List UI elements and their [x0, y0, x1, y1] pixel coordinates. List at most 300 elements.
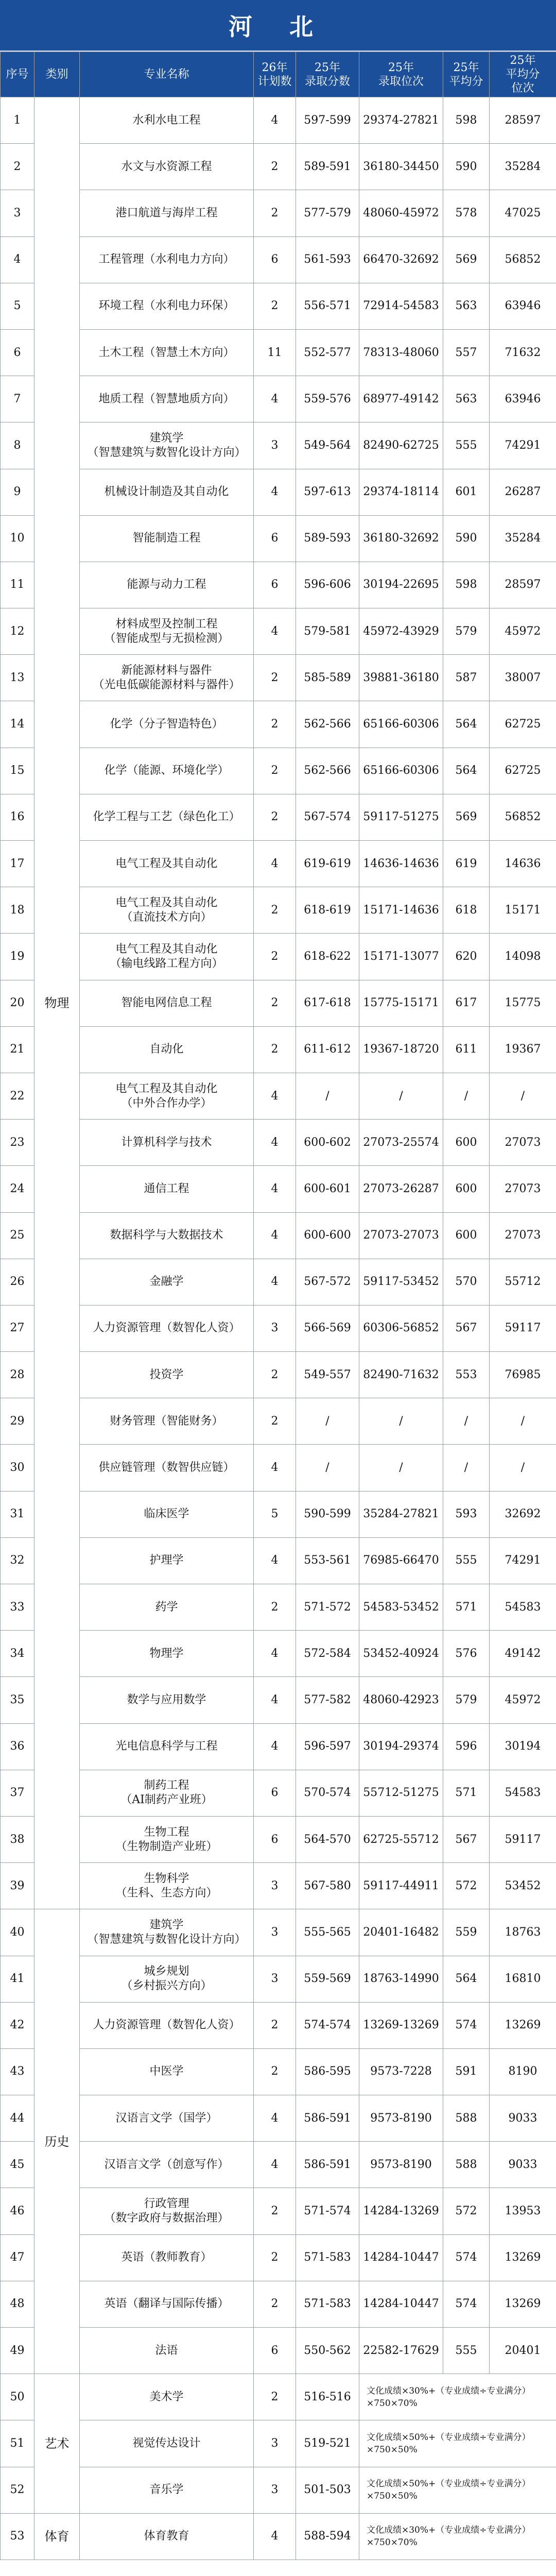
cell-avg-rank: 9033: [490, 2142, 556, 2188]
cell-avg-rank: 71632: [490, 329, 556, 376]
cell-major: 财务管理（智能财务）: [80, 1398, 254, 1445]
cell-major: 电气工程及其自动化 （输电线路工程方向）: [80, 934, 254, 980]
cell-score: 586-591: [296, 2142, 359, 2188]
cell-avg-rank: 15171: [490, 887, 556, 934]
cell-avg: 578: [443, 190, 490, 236]
cell-avg: 574: [443, 2281, 490, 2327]
table-row: [1, 2467, 556, 2513]
cell-no: 30: [1, 1445, 34, 1491]
table-row: [1, 1120, 556, 1166]
cell-major: 视觉传达设计: [80, 2420, 254, 2467]
cell-rank: 36180-34450: [359, 144, 443, 190]
cell-avg: 587: [443, 655, 490, 701]
cell-no: 1: [1, 97, 34, 144]
cell-avg: 564: [443, 1956, 490, 2002]
cell-avg-rank: 27073: [490, 1120, 556, 1166]
cell-major: 数据科学与大数据技术: [80, 1212, 254, 1259]
table-row: [1, 794, 556, 840]
cell-score: 577-579: [296, 190, 359, 236]
table-row: [1, 934, 556, 980]
cell-rank: /: [359, 1398, 443, 1445]
cell-score: 618-619: [296, 887, 359, 934]
cell-plan: 6: [254, 1816, 296, 1862]
cell-avg-rank: 74291: [490, 1537, 556, 1584]
table-row: [1, 748, 556, 794]
table-row: [1, 236, 556, 283]
cell-avg: 563: [443, 283, 490, 329]
table-row: [1, 190, 556, 236]
table-row: [1, 1491, 556, 1537]
cell-major: 中医学: [80, 2048, 254, 2095]
cell-major: 金融学: [80, 1259, 254, 1305]
cell-score: 588-594: [296, 2513, 359, 2560]
cell-avg-rank: /: [490, 1398, 556, 1445]
cell-avg: 569: [443, 794, 490, 840]
cell-score: 585-589: [296, 655, 359, 701]
page-title: 河 北: [0, 0, 556, 52]
cell-no: 18: [1, 887, 34, 934]
cell-plan: 2: [254, 934, 296, 980]
cell-score: 590-599: [296, 1491, 359, 1537]
cell-no: 15: [1, 748, 34, 794]
cell-major: 英语（翻译与国际传播）: [80, 2281, 254, 2327]
table-row: [1, 329, 556, 376]
cell-major: 环境工程（水利电力环保）: [80, 283, 254, 329]
cell-avg-rank: 18763: [490, 1909, 556, 1956]
cell-avg: 618: [443, 887, 490, 934]
cell-avg: 571: [443, 1584, 490, 1631]
cell-avg: 588: [443, 2142, 490, 2188]
cell-rank: 20401-16482: [359, 1909, 443, 1956]
cell-rank: 66470-32692: [359, 236, 443, 283]
cell-plan: 2: [254, 1026, 296, 1073]
cell-plan: 2: [254, 1398, 296, 1445]
cell-plan: 2: [254, 2002, 296, 2048]
cell-no: 6: [1, 329, 34, 376]
cell-rank: 18763-14990: [359, 1956, 443, 2002]
cell-score: 571-572: [296, 1584, 359, 1631]
cell-score: 577-582: [296, 1677, 359, 1723]
cell-note: 文化成绩×50%+（专业成绩÷专业满分）×750×50%: [359, 2467, 556, 2513]
cell-rank: 19367-18720: [359, 1026, 443, 1073]
cell-score: 562-566: [296, 701, 359, 748]
cell-major: 体育教育: [80, 2513, 254, 2560]
cell-no: 9: [1, 469, 34, 515]
table-row: [1, 2095, 556, 2142]
cell-major: 工程管理（水利电力方向）: [80, 236, 254, 283]
cell-rank: 27073-25574: [359, 1120, 443, 1166]
cell-score: 567-574: [296, 794, 359, 840]
cell-rank: 27073-27073: [359, 1212, 443, 1259]
cell-score: 553-561: [296, 1537, 359, 1584]
cell-score: 519-521: [296, 2420, 359, 2467]
cell-rank: /: [359, 1073, 443, 1119]
cell-major: 水利水电工程: [80, 97, 254, 144]
cell-plan: 2: [254, 1352, 296, 1398]
cell-no: 33: [1, 1584, 34, 1631]
cell-avg-rank: 13269: [490, 2234, 556, 2281]
cell-plan: 3: [254, 1305, 296, 1351]
cell-avg-rank: 28597: [490, 97, 556, 144]
cell-plan: 2: [254, 144, 296, 190]
table-row: [1, 1537, 556, 1584]
table-row: [1, 2513, 556, 2560]
cell-plan: 2: [254, 980, 296, 1026]
cell-major: 自动化: [80, 1026, 254, 1073]
cell-no: 50: [1, 2374, 34, 2420]
cell-no: 53: [1, 2513, 34, 2560]
cell-no: 37: [1, 1770, 34, 1816]
cell-rank: 29374-18114: [359, 469, 443, 515]
table-row: [1, 887, 556, 934]
cell-major: 能源与动力工程: [80, 562, 254, 608]
cell-note: 文化成绩×50%+（专业成绩÷专业满分）×750×50%: [359, 2420, 556, 2467]
cell-avg-rank: 16810: [490, 1956, 556, 2002]
cell-rank: 15171-14636: [359, 887, 443, 934]
cell-avg: /: [443, 1398, 490, 1445]
cell-no: 35: [1, 1677, 34, 1723]
cell-major: 机械设计制造及其自动化: [80, 469, 254, 515]
cell-rank: 59117-53452: [359, 1259, 443, 1305]
cell-no: 43: [1, 2048, 34, 2095]
cell-major: 建筑学 （智慧建筑与数智化设计方向）: [80, 422, 254, 469]
cell-avg: 579: [443, 1677, 490, 1723]
cell-rank: 55712-51275: [359, 1770, 443, 1816]
cell-major: 汉语言文学（创意写作）: [80, 2142, 254, 2188]
cell-major: 物理学: [80, 1631, 254, 1677]
cell-avg: 555: [443, 2328, 490, 2374]
cell-no: 16: [1, 794, 34, 840]
cell-major: 电气工程及其自动化: [80, 841, 254, 887]
header-major: 专业名称: [80, 52, 254, 97]
header-plan: 26年 计划数: [254, 52, 296, 97]
cell-major: 地质工程（智慧地质方向）: [80, 376, 254, 422]
cell-avg: 588: [443, 2095, 490, 2142]
cell-score: 516-516: [296, 2374, 359, 2420]
cell-plan: 4: [254, 1445, 296, 1491]
cell-major: 土木工程（智慧土木方向）: [80, 329, 254, 376]
table-row: [1, 1352, 556, 1398]
cell-avg-rank: 63946: [490, 376, 556, 422]
table-row: [1, 144, 556, 190]
cell-score: 570-574: [296, 1770, 359, 1816]
cell-avg: 563: [443, 376, 490, 422]
cell-score: 564-570: [296, 1816, 359, 1862]
cell-avg: 596: [443, 1723, 490, 1770]
table-row: [1, 1723, 556, 1770]
cell-plan: 4: [254, 2095, 296, 2142]
cell-category: 物理: [34, 97, 80, 1909]
cell-no: 13: [1, 655, 34, 701]
cell-avg: 574: [443, 2234, 490, 2281]
cell-note: 文化成绩×30%+（专业成绩÷专业满分）×750×70%: [359, 2374, 556, 2420]
cell-plan: 4: [254, 1259, 296, 1305]
cell-avg: 576: [443, 1631, 490, 1677]
cell-score: 600-601: [296, 1166, 359, 1212]
cell-avg-rank: 56852: [490, 794, 556, 840]
table-row: [1, 1212, 556, 1259]
cell-avg: 619: [443, 841, 490, 887]
cell-score: 586-591: [296, 2095, 359, 2142]
cell-no: 25: [1, 1212, 34, 1259]
cell-major: 美术学: [80, 2374, 254, 2420]
table-row: [1, 1956, 556, 2002]
cell-rank: 39881-36180: [359, 655, 443, 701]
cell-rank: 59117-51275: [359, 794, 443, 840]
table-row: [1, 1816, 556, 1862]
cell-avg: 567: [443, 1305, 490, 1351]
cell-plan: 2: [254, 2374, 296, 2420]
cell-score: 571-583: [296, 2234, 359, 2281]
cell-rank: 35284-27821: [359, 1491, 443, 1537]
table-row: [1, 2420, 556, 2467]
cell-no: 22: [1, 1073, 34, 1119]
cell-plan: 4: [254, 2513, 296, 2560]
table-row: [1, 2142, 556, 2188]
cell-avg: 564: [443, 701, 490, 748]
cell-no: 8: [1, 422, 34, 469]
table-row: [1, 1166, 556, 1212]
table-row: [1, 1445, 556, 1491]
cell-avg: 598: [443, 97, 490, 144]
cell-avg-rank: 56852: [490, 236, 556, 283]
cell-avg-rank: 13269: [490, 2281, 556, 2327]
cell-avg-rank: 59117: [490, 1816, 556, 1862]
cell-no: 19: [1, 934, 34, 980]
cell-score: 562-566: [296, 748, 359, 794]
cell-note: 文化成绩×30%+（专业成绩÷专业满分）×750×70%: [359, 2513, 556, 2560]
cell-score: 566-569: [296, 1305, 359, 1351]
cell-major: 数学与应用数学: [80, 1677, 254, 1723]
cell-avg: 620: [443, 934, 490, 980]
cell-rank: 15171-13077: [359, 934, 443, 980]
cell-score: 611-612: [296, 1026, 359, 1073]
cell-rank: 48060-45972: [359, 190, 443, 236]
cell-rank: 68977-49142: [359, 376, 443, 422]
table-row: [1, 980, 556, 1026]
cell-plan: 4: [254, 1537, 296, 1584]
header-no: 序号: [1, 52, 34, 97]
cell-plan: 3: [254, 422, 296, 469]
cell-no: 23: [1, 1120, 34, 1166]
table-row: [1, 562, 556, 608]
cell-score: 574-574: [296, 2002, 359, 2048]
cell-score: 559-569: [296, 1956, 359, 2002]
cell-avg: 555: [443, 422, 490, 469]
header-score: 25年 录取分数: [296, 52, 359, 97]
cell-avg-rank: 27073: [490, 1212, 556, 1259]
cell-major: 通信工程: [80, 1166, 254, 1212]
cell-avg: 574: [443, 2002, 490, 2048]
cell-score: 567-580: [296, 1863, 359, 1909]
cell-avg-rank: 76985: [490, 1352, 556, 1398]
cell-no: 38: [1, 1816, 34, 1862]
cell-plan: 4: [254, 1166, 296, 1212]
cell-plan: 6: [254, 562, 296, 608]
cell-major: 制药工程 （AI制药产业班）: [80, 1770, 254, 1816]
cell-avg-rank: /: [490, 1073, 556, 1119]
cell-avg-rank: 54583: [490, 1584, 556, 1631]
cell-rank: 45972-43929: [359, 608, 443, 655]
cell-avg: 569: [443, 236, 490, 283]
cell-avg-rank: 35284: [490, 515, 556, 562]
cell-rank: 27073-26287: [359, 1166, 443, 1212]
table-row: [1, 2328, 556, 2374]
cell-plan: 4: [254, 841, 296, 887]
cell-plan: 4: [254, 1631, 296, 1677]
cell-avg: /: [443, 1073, 490, 1119]
cell-score: 600-602: [296, 1120, 359, 1166]
cell-score: 559-576: [296, 376, 359, 422]
cell-avg: 600: [443, 1212, 490, 1259]
table-row: [1, 1073, 556, 1119]
cell-rank: 14284-10447: [359, 2234, 443, 2281]
cell-score: 555-565: [296, 1909, 359, 1956]
cell-major: 电气工程及其自动化 （直流技术方向）: [80, 887, 254, 934]
cell-no: 29: [1, 1398, 34, 1445]
cell-avg-rank: 32692: [490, 1491, 556, 1537]
cell-no: 42: [1, 2002, 34, 2048]
cell-major: 生物科学 （生科、生态方向）: [80, 1863, 254, 1909]
cell-avg: 600: [443, 1166, 490, 1212]
table-row: [1, 1863, 556, 1909]
cell-major: 护理学: [80, 1537, 254, 1584]
cell-no: 12: [1, 608, 34, 655]
cell-plan: 2: [254, 794, 296, 840]
table-body: [1, 97, 556, 2560]
cell-no: 27: [1, 1305, 34, 1351]
cell-score: 586-595: [296, 2048, 359, 2095]
cell-score: 552-577: [296, 329, 359, 376]
cell-no: 44: [1, 2095, 34, 2142]
cell-avg-rank: 53452: [490, 1863, 556, 1909]
table-row: [1, 2234, 556, 2281]
cell-avg: 590: [443, 144, 490, 190]
cell-rank: 59117-44911: [359, 1863, 443, 1909]
cell-score: 597-599: [296, 97, 359, 144]
cell-rank: 22582-17629: [359, 2328, 443, 2374]
cell-score: 589-591: [296, 144, 359, 190]
cell-no: 45: [1, 2142, 34, 2188]
cell-avg: 567: [443, 1816, 490, 1862]
table-header: [1, 52, 556, 97]
cell-rank: 82490-62725: [359, 422, 443, 469]
cell-no: 3: [1, 190, 34, 236]
cell-score: /: [296, 1445, 359, 1491]
cell-plan: 4: [254, 1212, 296, 1259]
cell-score: 561-593: [296, 236, 359, 283]
cell-plan: 4: [254, 2142, 296, 2188]
cell-plan: 4: [254, 608, 296, 655]
cell-no: 24: [1, 1166, 34, 1212]
cell-avg-rank: 19367: [490, 1026, 556, 1073]
cell-rank: 82490-71632: [359, 1352, 443, 1398]
cell-plan: 4: [254, 376, 296, 422]
cell-rank: 30194-29374: [359, 1723, 443, 1770]
cell-score: /: [296, 1398, 359, 1445]
cell-rank: 72914-54583: [359, 283, 443, 329]
cell-score: 589-593: [296, 515, 359, 562]
cell-plan: 3: [254, 1863, 296, 1909]
cell-score: 596-597: [296, 1723, 359, 1770]
cell-no: 4: [1, 236, 34, 283]
cell-rank: 14636-14636: [359, 841, 443, 887]
cell-avg: 579: [443, 608, 490, 655]
table-row: [1, 1909, 556, 1956]
table-row: [1, 608, 556, 655]
cell-major: 建筑学 （智慧建筑与数智化设计方向）: [80, 1909, 254, 1956]
cell-major: 材料成型及控制工程 （智能成型与无损检测）: [80, 608, 254, 655]
cell-plan: 4: [254, 1073, 296, 1119]
cell-avg: 601: [443, 469, 490, 515]
cell-plan: 2: [254, 190, 296, 236]
cell-plan: 4: [254, 469, 296, 515]
table-row: [1, 1584, 556, 1631]
cell-avg-rank: 30194: [490, 1723, 556, 1770]
cell-no: 2: [1, 144, 34, 190]
cell-avg-rank: 45972: [490, 1677, 556, 1723]
cell-no: 36: [1, 1723, 34, 1770]
table-row: [1, 2048, 556, 2095]
cell-rank: 36180-32692: [359, 515, 443, 562]
cell-plan: 2: [254, 887, 296, 934]
cell-plan: 4: [254, 1723, 296, 1770]
cell-no: 17: [1, 841, 34, 887]
cell-major: 智能制造工程: [80, 515, 254, 562]
cell-rank: 54583-53452: [359, 1584, 443, 1631]
cell-rank: 48060-42923: [359, 1677, 443, 1723]
cell-avg: 553: [443, 1352, 490, 1398]
cell-avg: 571: [443, 1770, 490, 1816]
cell-avg: 564: [443, 748, 490, 794]
cell-no: 52: [1, 2467, 34, 2513]
cell-no: 46: [1, 2188, 34, 2234]
cell-avg-rank: 13269: [490, 2002, 556, 2048]
cell-score: 618-622: [296, 934, 359, 980]
cell-plan: 2: [254, 2188, 296, 2234]
table-row: [1, 2002, 556, 2048]
cell-score: 549-564: [296, 422, 359, 469]
cell-avg-rank: 14098: [490, 934, 556, 980]
cell-plan: 2: [254, 283, 296, 329]
cell-major: 投资学: [80, 1352, 254, 1398]
cell-score: 550-562: [296, 2328, 359, 2374]
cell-no: 28: [1, 1352, 34, 1398]
cell-no: 41: [1, 1956, 34, 2002]
table-row: [1, 1770, 556, 1816]
header-avg: 25年 平均分: [443, 52, 490, 97]
cell-no: 39: [1, 1863, 34, 1909]
cell-avg-rank: 27073: [490, 1166, 556, 1212]
cell-major: 化学（能源、环境化学）: [80, 748, 254, 794]
cell-major: 智能电网信息工程: [80, 980, 254, 1026]
cell-major: 行政管理 （数字政府与数据治理）: [80, 2188, 254, 2234]
cell-avg-rank: 14636: [490, 841, 556, 887]
cell-rank: 9573-7228: [359, 2048, 443, 2095]
cell-avg-rank: 13953: [490, 2188, 556, 2234]
cell-category: 体育: [34, 2513, 80, 2560]
cell-score: 556-571: [296, 283, 359, 329]
cell-major: 汉语言文学（国学）: [80, 2095, 254, 2142]
cell-no: 21: [1, 1026, 34, 1073]
cell-avg-rank: 63946: [490, 283, 556, 329]
cell-major: 音乐学: [80, 2467, 254, 2513]
cell-avg-rank: 74291: [490, 422, 556, 469]
cell-plan: 6: [254, 1770, 296, 1816]
cell-plan: 5: [254, 1491, 296, 1537]
cell-avg: 593: [443, 1491, 490, 1537]
table-row: [1, 701, 556, 748]
